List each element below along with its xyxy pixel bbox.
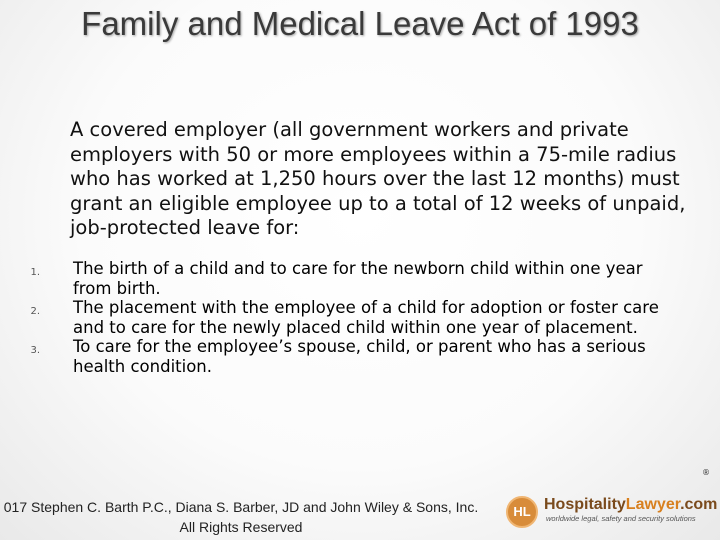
list-item-text: The placement with the employee of a child for adoption or foster care and to care for the newly placed child within one year of placement. (73, 298, 659, 337)
list-item-number: 3. (30, 345, 40, 356)
rights-line: All Rights Reserved (179, 519, 303, 535)
list-item-number: 2. (30, 306, 40, 317)
leave-reasons-list (22, 259, 672, 376)
slide-title: Family and Medical Leave Act of 1993 (81, 5, 639, 42)
logo-wordmark (544, 496, 717, 514)
list-item-number: 1. (30, 267, 40, 278)
copyright-footer (0, 497, 486, 537)
logo-wordmark-part: .com (680, 496, 718, 513)
list-item (22, 298, 672, 337)
copyright-line: 017 Stephen C. Barth P.C., Diana S. Barber, JD and John Wiley & Sons, Inc. (3, 499, 479, 515)
hl-badge-icon: HL (506, 496, 538, 528)
logo-wordmark-part: Hospitality (544, 496, 626, 513)
registered-mark: ® (702, 468, 710, 477)
list-item-text: To care for the employee’s spouse, child, or parent who has a serious health condition. (73, 337, 646, 376)
list-item-text: The birth of a child and to care for the newborn child within one year from birth. (73, 259, 643, 298)
logo-tagline: worldwide legal, safety and security solutions (546, 514, 696, 523)
logo-wordmark-part: Lawyer (625, 496, 681, 513)
list-item (22, 259, 672, 298)
list-item (22, 337, 672, 376)
hospitality-lawyer-logo (506, 468, 718, 532)
intro-paragraph: A covered employer (all government workers and private employers with 50 or more employees within a 75-mile radius who has worked at 1,250 hours over the last 12 months) must grant an eligible employee up to a total of 12 weeks of unpaid, job-protected leave for: (70, 118, 686, 239)
